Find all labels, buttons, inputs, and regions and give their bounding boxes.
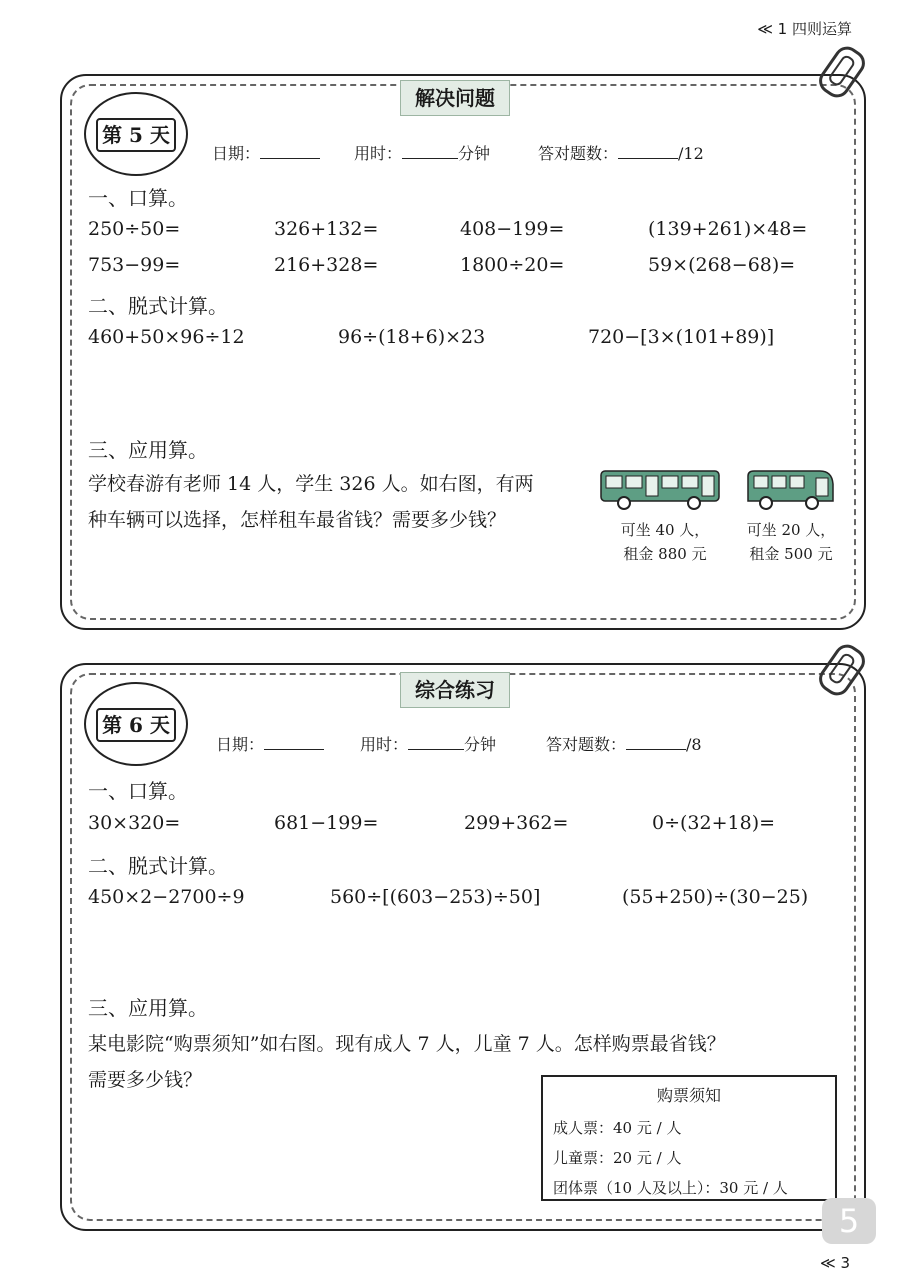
time-label: 用时： — [354, 144, 403, 163]
day6-badge — [84, 682, 188, 766]
day6-section-oral: 一、口算。 — [88, 779, 188, 803]
day5-section-word: 三、应用算。 — [88, 438, 208, 462]
day6-oral-3: 299+362= — [464, 812, 569, 834]
day5-oral-6: 216+328= — [274, 254, 379, 276]
day5-oral-4: (139+261)×48= — [648, 218, 808, 240]
day5-problem-line2: 种车辆可以选择，怎样租车最省钱？需要多少钱？ — [88, 509, 507, 531]
day5-problem-line1: 学校春游有老师 14 人，学生 326 人。如右图，有两 — [88, 473, 534, 495]
small-bus-rent: 租金 500 元 — [749, 545, 833, 563]
day5-score — [538, 141, 704, 164]
big-bus-capacity: 可坐 40 人， — [620, 521, 710, 539]
day5-section-oral: 一、口算。 — [88, 186, 188, 210]
chapter-header: ≪ 1 四则运算 — [757, 20, 852, 38]
day6-oral-4: 0÷(32+18)= — [652, 812, 776, 834]
day6-score — [546, 732, 702, 755]
score-total: /12 — [678, 144, 704, 163]
big-bus-rent: 租金 880 元 — [623, 545, 707, 563]
day5-badge-label: 第 5 天 — [96, 118, 176, 152]
day5-oral-1: 250÷50= — [88, 218, 181, 240]
day5-step-1: 460+50×96÷12 — [88, 326, 245, 348]
ticket-group-price: 团体票（10 人及以上）：30 元 / 人 — [553, 1179, 788, 1197]
ticket-notice-title: 购票须知 — [656, 1086, 721, 1105]
day6-step-1: 450×2−2700÷9 — [88, 886, 245, 908]
small-bus-capacity: 可坐 20 人， — [746, 521, 836, 539]
day6-time — [360, 732, 496, 755]
day5-oral-5: 753−99= — [88, 254, 181, 276]
score-blank[interactable] — [626, 749, 686, 750]
ticket-child-price: 儿童票：20 元 / 人 — [553, 1149, 682, 1167]
day6-topic: 综合练习 — [400, 672, 510, 708]
small-bus-icon — [746, 470, 836, 510]
day6-step-2: 560÷[(603−253)÷50] — [330, 886, 541, 908]
score-total: /8 — [686, 735, 702, 754]
day5-oral-3: 408−199= — [460, 218, 565, 240]
time-unit: 分钟 — [458, 144, 491, 163]
day5-oral-7: 1800÷20= — [460, 254, 565, 276]
day6-oral-1: 30×320= — [88, 812, 181, 834]
ticket-notice-box — [541, 1075, 837, 1201]
day6-date — [216, 732, 324, 755]
date-label: 日期： — [216, 735, 265, 754]
day5-step-3: 720−[3×(101+89)] — [588, 326, 775, 348]
day6-problem-line2: 需要多少钱？ — [88, 1069, 203, 1091]
time-unit: 分钟 — [464, 735, 497, 754]
day6-section-word: 三、应用算。 — [88, 996, 208, 1020]
day5-step-2: 96÷(18+6)×23 — [338, 326, 486, 348]
date-blank[interactable] — [264, 749, 324, 750]
day6-oral-2: 681−199= — [274, 812, 379, 834]
big-bus-caption — [610, 518, 720, 566]
time-blank[interactable] — [408, 749, 464, 750]
day5-badge — [84, 92, 188, 176]
day5-date — [212, 141, 320, 164]
time-label: 用时： — [360, 735, 409, 754]
score-blank[interactable] — [618, 158, 678, 159]
page-number-badge: 5 — [822, 1198, 876, 1244]
time-blank[interactable] — [402, 158, 458, 159]
day6-problem-line1: 某电影院“购票须知”如右图。现有成人 7 人，儿童 7 人。怎样购票最省钱？ — [88, 1033, 726, 1055]
day5-section-step: 二、脱式计算。 — [88, 294, 228, 318]
day5-topic: 解决问题 — [400, 80, 510, 116]
ticket-adult-price: 成人票：40 元 / 人 — [553, 1119, 682, 1137]
day6-step-3: (55+250)÷(30−25) — [622, 886, 809, 908]
date-label: 日期： — [212, 144, 261, 163]
day5-oral-8: 59×(268−68)= — [648, 254, 796, 276]
day5-time — [354, 141, 490, 164]
score-label: 答对题数： — [546, 735, 627, 754]
day5-oral-2: 326+132= — [274, 218, 379, 240]
day6-badge-label: 第 6 天 — [96, 708, 176, 742]
big-bus-icon — [600, 470, 722, 510]
score-label: 答对题数： — [538, 144, 619, 163]
day6-section-step: 二、脱式计算。 — [88, 854, 228, 878]
date-blank[interactable] — [260, 158, 320, 159]
small-bus-caption — [736, 518, 846, 566]
page-footer: ≪ 3 — [819, 1254, 850, 1272]
